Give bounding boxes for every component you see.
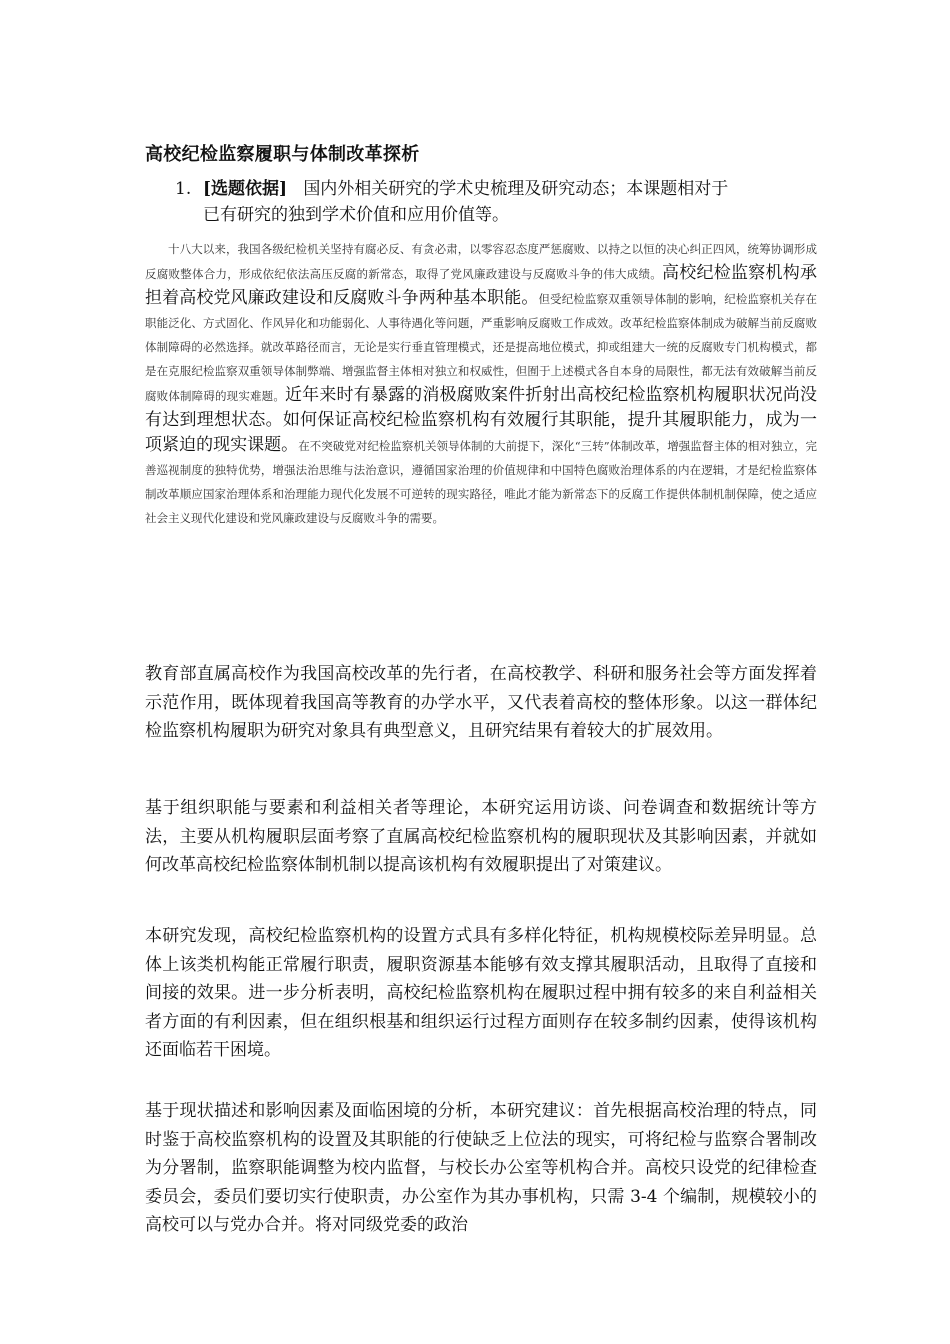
small-text-3: 在不突破党对纪检监察机关领导体制的大前提下，深化“三转”体制改革，增强监督主体的相对独立，完善巡视制度的独特优势，增强法治思维与法治意识，遵循国家治理的价值规律和中国特色腐败治理体系的内在逻辑，才是纪检监察体制改革顺应国家治理体系和治理能力现代化发展不可逆转的现实路径，唯此才能为新常态下的反腐工作提供体制机制保障，使之适应社会主义现代化建设和党风廉政建设与反腐败斗争的需要。 xyxy=(145,439,818,525)
section-item-1 xyxy=(175,176,815,228)
large-text-1: 高校纪检监察机构承担着高校党风廉政建设和反腐败斗争两种基本职能。 xyxy=(145,263,817,308)
body-paragraph-3: 本研究发现，高校纪检监察机构的设置方式具有多样化特征，机构规模校际差异明显。总体上该类机构能正常履行职责，履职资源基本能够有效支撑其履职活动，且取得了直接和间接的效果。进一步分析表明，高校纪检监察机构在履职过程中拥有较多的来自利益相关者方面的有利因素，但在组织根基和组织运行过程方面则存在较多制约因素，使得该机构还面临若干困境。 xyxy=(145,926,817,1060)
item-number: 1. xyxy=(175,179,192,199)
small-text-2: 但受纪检监察双重领导体制的影响，纪检监察机关存在职能泛化、方式固化、作风异化和功能弱化、人事待遇化等问题，严重影响反腐败工作成效。改革纪检监察体制成为破解当前反腐败体制障碍的必然选择。就改革路径而言，无论是实行垂直管理模式，还是提高地位模式，抑或组建大一统的反腐败专门机构模式，都是在克服纪检监察双重领导体制弊端、增强监督主体相对独立和权威性，但囿于上述模式各自本身的局限性，都无法有效破解当前反腐败体制障碍的现实难题。 xyxy=(145,292,817,403)
body-paragraph-4: 基于现状描述和影响因素及面临困境的分析，本研究建议：首先根据高校治理的特点，同时鉴于高校监察机构的设置及其职能的行使缺乏上位法的现实，可将纪检与监察合署制改为分署制，监察职能调整为校内监督，与校长办公室等机构合并。高校只设党的纪律检查委员会，委员们要切实行使职责，办公室作为其办事机构，只需 3-4 个编制，规模较小的高校可以与党办合并。将对同级党委的政治 xyxy=(145,1101,817,1235)
large-text-2: 近年来时有暴露的消极腐败案件折射出高校纪检监察机构履职状况尚没有达到理想状态。如何保证高校纪检监察机构有效履行其职能，提升其履职能力，成为一项紧迫的现实课题。 xyxy=(145,385,817,455)
body-paragraph-2: 基于组织职能与要素和利益相关者等理论，本研究运用访谈、问卷调查和数据统计等方法，主要从机构履职层面考察了直属高校纪检监察机构的履职现状及其影响因素，并就如何改革高校纪检监察体制机制以提高该机构有效履职提出了对策建议。 xyxy=(145,798,817,875)
mixed-paragraph xyxy=(145,237,817,530)
item-line-2: 已有研究的独到学术价值和应用价值等。 xyxy=(203,205,509,225)
item-line-1: 国内外相关研究的学术史梳理及研究动态；本课题相对于 xyxy=(303,179,729,199)
body-paragraph-1: 教育部直属高校作为我国高校改革的先行者，在高校教学、科研和服务社会等方面发挥着示范作用，既体现着我国高等教育的办学水平，又代表着高校的整体形象。以这一群体纪检监察机构履职为研究对象具有典型意义，且研究结果有着较大的扩展效用。 xyxy=(145,664,817,741)
item-tag: [选题依据] xyxy=(203,179,288,199)
document-title: 高校纪检监察履职与体制改革探析 xyxy=(145,144,420,165)
small-text-1: 十八大以来，我国各级纪检机关坚持有腐必反、有贪必肃，以零容忍态度严惩腐败、以持之以恒的决心纠正四风，统筹协调形成反腐败整体合力，形成依纪依法高压反腐的新常态，取得了党风廉政建设与反腐败斗争的伟大成绩。 xyxy=(145,242,817,281)
